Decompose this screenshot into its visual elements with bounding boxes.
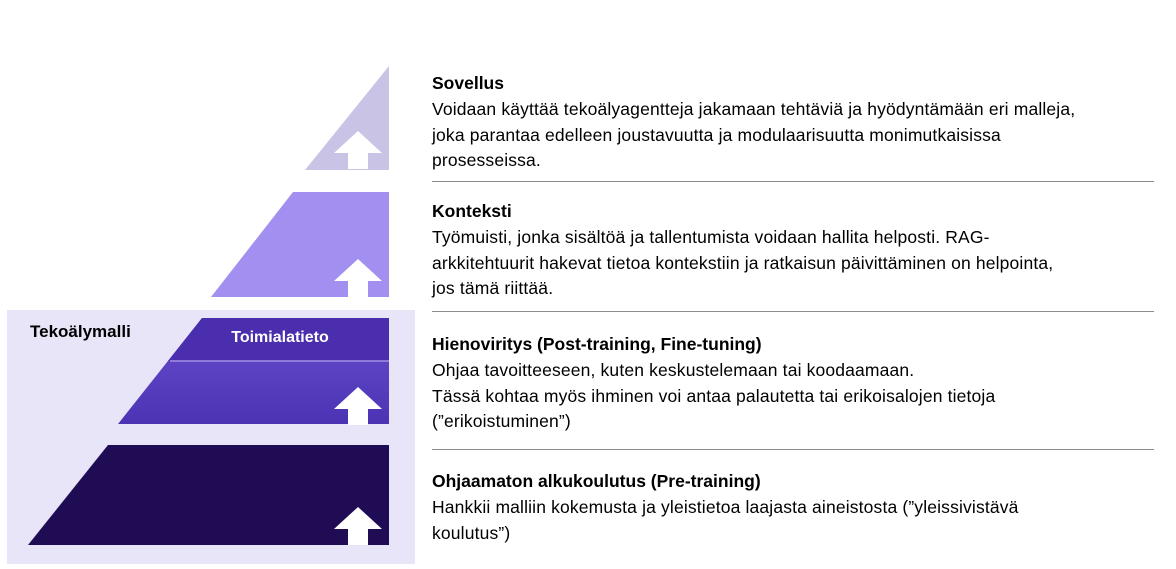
body-line: Hankkii malliin kokemusta ja yleistietoa laajasta aineistosta (”yleissivistävä	[432, 497, 1019, 517]
pyramid-level-application	[305, 66, 389, 170]
domain-knowledge-label: Toimialatieto	[231, 329, 329, 346]
body-line: Tässä kohtaa myös ihminen voi antaa palautetta tai erikoisalojen tietoja	[432, 385, 996, 406]
body-line: Voidaan käyttää tekoälyagentteja jakamaan tehtäviä ja hyödyntämään eri malleja,	[432, 99, 1076, 119]
body-line: prosesseissa.	[432, 150, 541, 170]
level-body	[432, 495, 1157, 546]
level-description-fine-tuning	[432, 332, 1157, 435]
body-line: Ohjaa tavoitteeseen, kuten keskustelemaan tai koodaamaan.	[432, 360, 915, 380]
level-description-context	[432, 199, 1157, 302]
divider	[432, 449, 1154, 450]
body-line: arkkitehtuurit hakevat tietoa kontekstiin ja ratkaisun päivittäminen on helpointa,	[432, 252, 1054, 273]
level-body	[432, 97, 1157, 174]
level-title: Hienoviritys (Post-training, Fine-tuning)	[432, 334, 762, 354]
level-description-application	[432, 71, 1157, 174]
ai-model-label: Tekoälymalli	[30, 322, 131, 341]
body-line: (”erikoistuminen”)	[432, 411, 571, 431]
body-line: koulutus”)	[432, 522, 511, 543]
level-title: Konteksti	[432, 201, 512, 221]
level-body	[432, 225, 1157, 302]
level-description-pre-training	[432, 469, 1157, 546]
level-title: Sovellus	[432, 73, 504, 93]
level-body	[432, 358, 1157, 435]
body-line: jos tämä riittää.	[432, 278, 554, 298]
body-line: Työmuisti, jonka sisältöä ja tallentumista voidaan hallita helposti. RAG-	[432, 227, 990, 247]
pyramid-level-pre-training	[28, 445, 389, 545]
body-line: joka parantaa edelleen joustavuutta ja modulaarisuutta monimutkaisissa	[432, 124, 1001, 145]
level-title: Ohjaamaton alkukoulutus (Pre-training)	[432, 471, 761, 491]
divider	[432, 311, 1154, 312]
divider	[432, 181, 1154, 182]
